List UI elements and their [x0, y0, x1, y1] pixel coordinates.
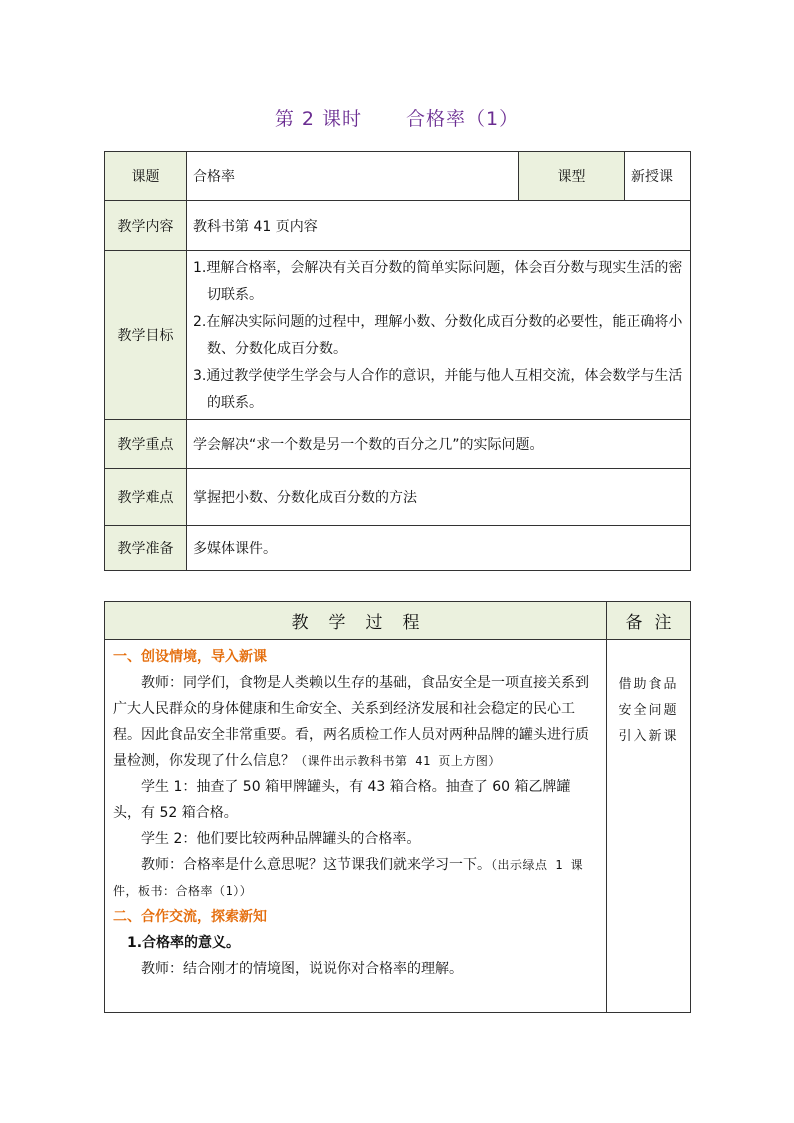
paragraph: 学生 1：抽查了 50 箱甲牌罐头，有 43 箱合格。抽查了 60 箱乙牌罐头，有 52 箱合格。 [113, 779, 571, 821]
courseware-note: （出示绿点 1 课件，板书：合格率（1）） [113, 858, 584, 898]
process-header: 教学过程 [105, 602, 607, 640]
note-line: 借助食品 [618, 677, 679, 692]
lesson-topic: 合格率（1） [406, 108, 520, 130]
page-title [0, 104, 794, 131]
goal-item: 3.通过教学使学生学会与人合作的意识，并能与他人互相交流，体会数学与生活的联系。 [193, 368, 683, 411]
process-content [105, 640, 607, 1013]
teaching-process-table [104, 601, 691, 1013]
paragraph: 教师：同学们，食物是人类赖以生存的基础，食品安全是一项直接关系到广大人民群众的身体健康和生命安全、关系到经济发展和社会稳定的民心工程。因此食品安全非常重要。看，两名质检工作人员对两种品牌的罐头进行质量检测，你发现了什么信息？（课件出示教科书第 41 页上方图） [113, 675, 589, 769]
preparation-value: 多媒体课件。 [187, 526, 691, 571]
note-line: 引入新课 [618, 729, 679, 744]
paragraph: 学生 2：他们要比较两种品牌罐头的合格率。 [141, 831, 421, 847]
courseware-note: （课件出示教科书第 41 页上方图） [295, 754, 501, 768]
goal-item: 1.理解合格率，会解决有关百分数的简单实际问题，体会百分数与现实生活的密切联系。 [193, 260, 683, 303]
sub-heading: 1.合格率的意义。 [127, 935, 241, 951]
goals-list [187, 251, 691, 420]
key-point-label: 教学重点 [105, 420, 187, 469]
topic-value: 合格率 [187, 152, 519, 201]
paragraph: 教师：结合刚才的情境图，说说你对合格率的理解。 [141, 961, 463, 977]
section-heading: 一、创设情境，导入新课 [113, 649, 267, 665]
key-point-value: 学会解决“求一个数是另一个数的百分之几”的实际问题。 [187, 420, 691, 469]
goal-item: 2.在解决实际问题的过程中，理解小数、分数化成百分数的必要性，能正确将小数、分数化成百分数。 [193, 314, 683, 357]
lesson-info-table [104, 151, 691, 571]
lesson-number: 第 2 课时 [274, 108, 363, 130]
goals-label: 教学目标 [105, 251, 187, 420]
content-value: 教科书第 41 页内容 [187, 201, 691, 251]
paragraph: 教师：合格率是什么意思呢？这节课我们就来学习一下。（出示绿点 1 课件，板书：合格率（1）） [113, 857, 584, 898]
notes-content [607, 640, 691, 1013]
notes-header: 备注 [607, 602, 691, 640]
difficulty-value: 掌握把小数、分数化成百分数的方法 [187, 469, 691, 526]
section-heading: 二、合作交流，探索新知 [113, 909, 267, 925]
preparation-label: 教学准备 [105, 526, 187, 571]
topic-label: 课题 [105, 152, 187, 201]
content-label: 教学内容 [105, 201, 187, 251]
difficulty-label: 教学难点 [105, 469, 187, 526]
type-label: 课型 [519, 152, 625, 201]
type-value: 新授课 [625, 152, 691, 201]
note-line: 安全问题 [618, 703, 679, 718]
